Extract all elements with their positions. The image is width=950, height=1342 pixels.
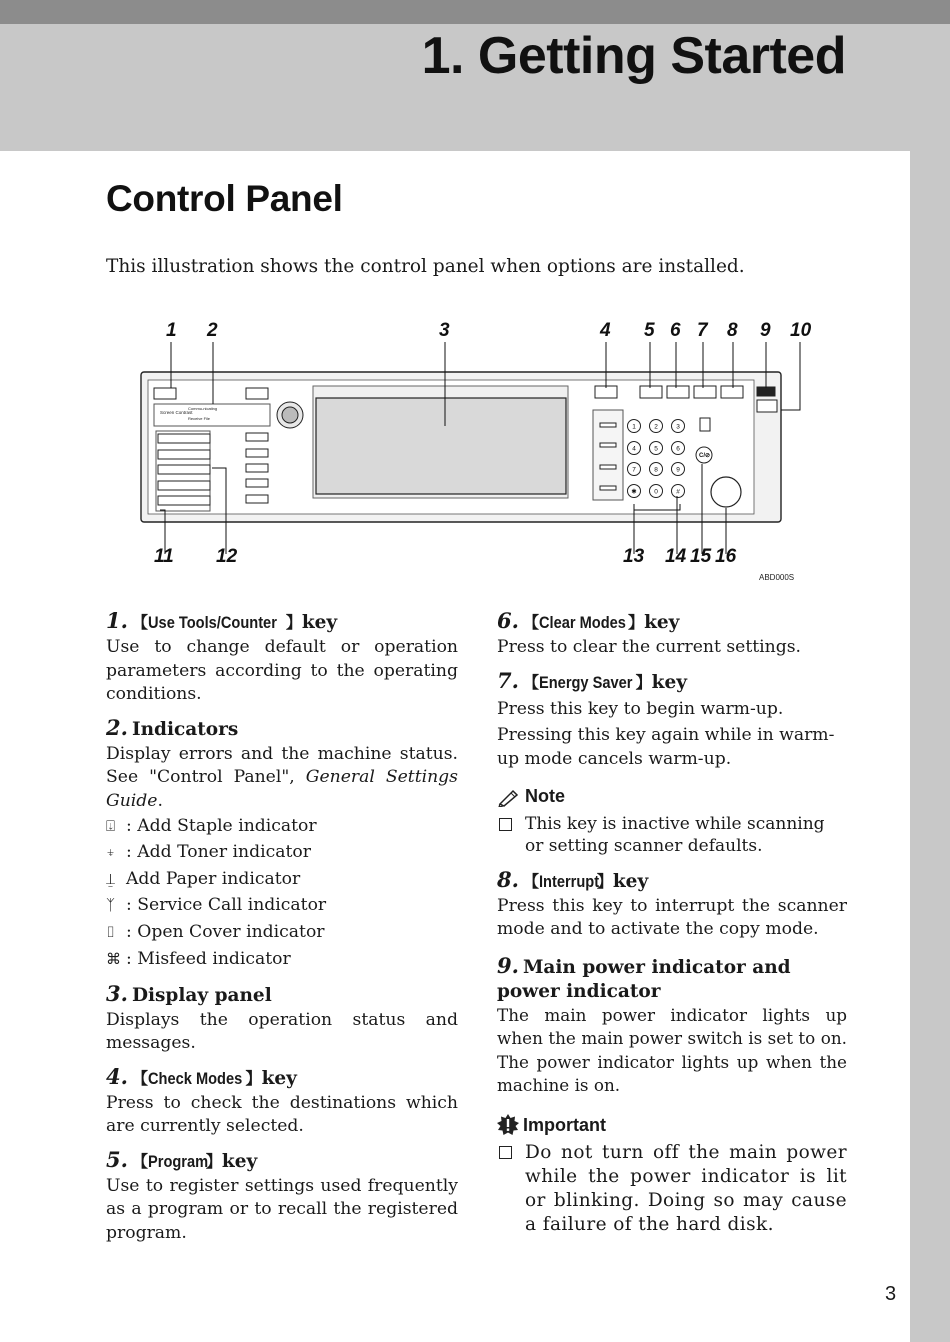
use-tools-counter-keyname: Use Tools/Counter [147, 613, 277, 632]
keypad-key-label: 0 [654, 488, 658, 496]
item-8-text: Press this key to interrupt the scanner mode and to activate the copy mode. [497, 895, 847, 939]
toner-icon: ⍖ [106, 843, 116, 862]
start-key [711, 477, 741, 507]
indicator-open-cover: ⌷ : Open Cover indicator [106, 919, 458, 946]
item-9-heading: 9. Main power indicator and power indicator [497, 952, 791, 1002]
item-6-text: Press to clear the current settings. [497, 637, 802, 657]
item-2-heading: 2. Indicators [106, 714, 239, 740]
indicator-paper: ⍊ Add Paper indicator [106, 866, 458, 893]
callout-1: 1 [166, 320, 177, 341]
callout-16: 16 [715, 546, 737, 567]
callout-4: 4 [600, 320, 611, 341]
function-key-doc-server [158, 450, 210, 459]
function-key-facsimile [158, 465, 210, 474]
item-7-text-2: Pressing this key again while in warm-up mode cancels warm-up. [497, 725, 835, 769]
program-key [640, 386, 662, 398]
function-key-printer [158, 481, 210, 490]
item-4-heading: 4. 【Check Modes 】key [106, 1063, 297, 1089]
misfeed-icon: ⌘ [106, 949, 121, 968]
keypad-key-label: 3 [676, 423, 680, 431]
important-burst-icon [497, 1114, 519, 1136]
function-key-copy [158, 434, 210, 443]
callout-14: 14 [665, 546, 687, 567]
item-1-heading: 1. 【Use Tools/Counter 】key [106, 608, 458, 636]
callout-10: 10 [790, 320, 812, 341]
keypad-key-label: 5 [654, 445, 658, 453]
top-strip [0, 0, 950, 24]
item-3-heading: 3. Display panel [106, 980, 272, 1006]
keypad-key-label: 6 [676, 445, 680, 453]
energy-saver-key [694, 386, 716, 398]
section-title: Control Panel [106, 178, 343, 219]
chapter-tab [910, 151, 950, 1342]
leader-10 [781, 342, 800, 410]
indicator-list [106, 813, 458, 973]
item-5-heading: 5. 【Program】key [106, 1146, 258, 1172]
note-pencil-icon [497, 787, 521, 807]
item-6-heading: 6. 【Clear Modes 】key [497, 608, 680, 633]
indicator-toner: ⍖ : Add Toner indicator [106, 840, 458, 867]
staple-icon: ⍗ [106, 816, 116, 835]
keypad-key-label: 9 [676, 466, 680, 474]
keypad-key-label: 1 [632, 423, 636, 431]
checkbox-bullet-icon [499, 1146, 512, 1159]
keypad-key-label: # [676, 488, 680, 496]
keypad-key-label: 2 [654, 423, 658, 431]
item-3-text: Displays the operation status and messages. [106, 1009, 458, 1054]
main-power-indicator [757, 387, 775, 396]
screen-contrast-label: Screen Contrast [160, 410, 193, 415]
callout-13: 13 [623, 546, 645, 567]
callout-6: 6 [670, 320, 681, 341]
paper-icon: ⍊ [106, 869, 116, 888]
callout-7: 7 [697, 320, 708, 341]
callout-9: 9 [760, 320, 771, 341]
clear-modes-key [667, 386, 689, 398]
indicator-service-call: ᛉ : Service Call indicator [106, 893, 458, 920]
checkbox-bullet-icon [499, 818, 512, 831]
keypad-key-label: 7 [632, 466, 636, 474]
callout-15: 15 [690, 546, 712, 567]
item-5-text: Use to register settings used frequently as a program or to recall the registered program. [106, 1175, 458, 1243]
callout-11: 11 [154, 546, 174, 567]
item-4-text: Press to check the destinations which are currently selected. [106, 1092, 458, 1137]
display-panel [316, 398, 566, 494]
intro-text: This illustration shows the control panel when options are installed. [106, 256, 745, 277]
service-icon: ᛉ [106, 896, 116, 915]
callout-8: 8 [727, 320, 738, 341]
item-1-text: Use to change default or operation parameters according to the operating conditions. [106, 637, 458, 704]
item-8-heading: 8. 【Interrupt】key [497, 866, 649, 892]
function-key-scanner [158, 496, 210, 505]
clear-stop-label: C/⊘ [699, 453, 711, 459]
callout-5: 5 [644, 320, 655, 341]
important-heading: Important [497, 1114, 847, 1138]
item-9-text: The main power indicator lights up when the main power switch is set to on. The power indicator lights up when the machine is on. [497, 1004, 847, 1095]
left-column [106, 600, 458, 1245]
indicator-misfeed: ⌘ : Misfeed indicator [106, 946, 458, 973]
callout-3: 3 [439, 320, 450, 341]
callout-2: 2 [207, 320, 218, 341]
figure-code: ABD000S [759, 573, 795, 582]
interrupt-key [721, 386, 743, 398]
page-number: 3 [885, 1283, 897, 1305]
note-item: This key is inactive while scanning or setting scanner defaults. [497, 813, 847, 857]
control-panel-figure [138, 318, 818, 588]
indicator-staple: ⍗ : Add Staple indicator [106, 813, 458, 840]
item-2-text: Display errors and the machine status. See "Control Panel", General Settings Guide. [106, 743, 458, 811]
keypad-key-label: 8 [654, 466, 658, 474]
item-7-text-1: Press this key to begin warm-up. [497, 698, 784, 719]
note-heading: Note [497, 785, 847, 809]
communicating-label: Commu-nicating [188, 406, 218, 411]
cover-icon: ⌷ [106, 922, 116, 941]
chapter-title: 1. Getting Started [421, 27, 846, 85]
keypad-key-label: ✱ [631, 488, 637, 496]
callout-12: 12 [216, 546, 238, 567]
receive-file-label: Receive File [188, 416, 211, 421]
important-item: Do not turn off the main power while the power indicator is lit or blinking. Doing so may cause a failure of the hard disk. [497, 1141, 847, 1237]
item-7-heading: 7. 【Energy Saver 】key [497, 667, 687, 693]
keypad-key-label: 4 [632, 445, 636, 453]
user-tools-key [154, 388, 176, 399]
right-column [497, 600, 847, 1237]
